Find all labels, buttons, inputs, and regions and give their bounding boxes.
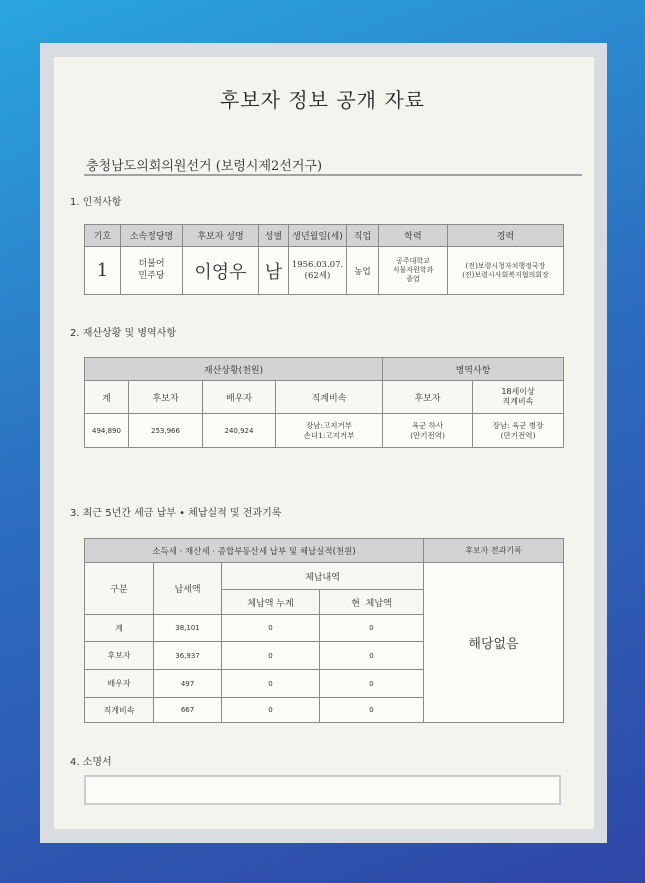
property-candidate: 253,966 bbox=[129, 414, 203, 448]
property-military-table bbox=[84, 357, 564, 448]
property-total: 494,890 bbox=[85, 414, 129, 448]
header-education: 학력 bbox=[379, 225, 448, 247]
personal-info-table bbox=[84, 224, 564, 295]
property-group-header-row bbox=[85, 358, 564, 381]
tax-row-arrears-current: 0 bbox=[320, 642, 424, 670]
header-military-descendants: 18세이상 직계비속 bbox=[473, 381, 564, 414]
tax-criminal-table bbox=[84, 538, 564, 723]
page-title: 후보자 정보 공개 자료 bbox=[220, 88, 425, 112]
property-spouse: 240,924 bbox=[203, 414, 276, 448]
property-sub-header-row bbox=[85, 381, 564, 414]
tax-row-paid: 497 bbox=[154, 670, 222, 698]
criminal-record-value: 해당없음 bbox=[424, 563, 564, 723]
property-header: 재산상황(천원) bbox=[85, 358, 383, 381]
header-number: 기호 bbox=[85, 225, 121, 247]
header-paid: 납세액 bbox=[154, 563, 222, 615]
tax-row-label: 배우자 bbox=[85, 670, 154, 698]
tax-row-arrears-current: 0 bbox=[320, 698, 424, 723]
property-value-row bbox=[85, 414, 564, 448]
tax-row-arrears-total: 0 bbox=[222, 615, 320, 642]
tax-sub-header-row-1 bbox=[85, 563, 564, 590]
military-candidate: 육군 하사 (만기전역) bbox=[383, 414, 473, 448]
tax-row-label: 후보자 bbox=[85, 642, 154, 670]
header-candidate: 후보자 bbox=[129, 381, 203, 414]
tax-row-paid: 36,937 bbox=[154, 642, 222, 670]
tax-group-header-row bbox=[85, 539, 564, 563]
section2-heading: 2. 재산상황 및 병역사항 bbox=[70, 328, 177, 339]
header-spouse: 배우자 bbox=[203, 381, 276, 414]
header-gender: 성별 bbox=[259, 225, 289, 247]
header-descendants: 직계비속 bbox=[276, 381, 383, 414]
personal-data-row bbox=[85, 247, 564, 295]
candidate-name: 이영우 bbox=[183, 247, 259, 295]
tax-row-label: 계 bbox=[85, 615, 154, 642]
header-name: 후보자 성명 bbox=[183, 225, 259, 247]
statement-box bbox=[84, 775, 561, 805]
section4-heading: 4. 소명서 bbox=[70, 757, 112, 768]
candidate-number: 1 bbox=[85, 247, 121, 295]
header-arrears: 체납내역 bbox=[222, 563, 424, 590]
tax-row-arrears-total: 0 bbox=[222, 642, 320, 670]
candidate-gender: 남 bbox=[259, 247, 289, 295]
property-descendants: 장남:고지거부 손녀1:고지거부 bbox=[276, 414, 383, 448]
election-subtitle: 충청남도의회의원선거 (보령시제2선거구) bbox=[86, 159, 323, 174]
section1-heading: 1. 인적사항 bbox=[70, 197, 122, 208]
header-arrears-total: 체납액 누계 bbox=[222, 590, 320, 615]
tax-row-arrears-current: 0 bbox=[320, 670, 424, 698]
military-descendants: 장남: 육군 병장 (만기전역) bbox=[473, 414, 564, 448]
header-party: 소속정당명 bbox=[121, 225, 183, 247]
candidate-birth: 1956.03.07. (62세) bbox=[289, 247, 347, 295]
candidate-career: (전)보령시청자치행정국장 (전)보령시사회복지협의회장 bbox=[448, 247, 564, 295]
candidate-job: 농업 bbox=[347, 247, 379, 295]
header-military-candidate: 후보자 bbox=[383, 381, 473, 414]
tax-row-label: 직계비속 bbox=[85, 698, 154, 723]
criminal-header: 후보자 전과기록 bbox=[424, 539, 564, 563]
header-career: 경력 bbox=[448, 225, 564, 247]
tax-row-arrears-total: 0 bbox=[222, 670, 320, 698]
header-category: 구분 bbox=[85, 563, 154, 615]
personal-header-row bbox=[85, 225, 564, 247]
tax-header: 소득세 · 재산세 · 종합부동산세 납부 및 체납실적(천원) bbox=[85, 539, 424, 563]
subtitle-underline bbox=[84, 174, 582, 176]
header-arrears-current: 현 체납액 bbox=[320, 590, 424, 615]
header-job: 직업 bbox=[347, 225, 379, 247]
military-header: 병역사항 bbox=[383, 358, 564, 381]
tax-row-arrears-current: 0 bbox=[320, 615, 424, 642]
header-total: 계 bbox=[85, 381, 129, 414]
header-birth: 생년월일(세) bbox=[289, 225, 347, 247]
tax-row-paid: 667 bbox=[154, 698, 222, 723]
section3-heading: 3. 최근 5년간 세금 납부 • 체납실적 및 전과기록 bbox=[70, 508, 282, 519]
candidate-party: 더불어 민주당 bbox=[121, 247, 183, 295]
tax-row-paid: 38,101 bbox=[154, 615, 222, 642]
candidate-education: 공주대학교 식물자원학과 졸업 bbox=[379, 247, 448, 295]
tax-row-arrears-total: 0 bbox=[222, 698, 320, 723]
